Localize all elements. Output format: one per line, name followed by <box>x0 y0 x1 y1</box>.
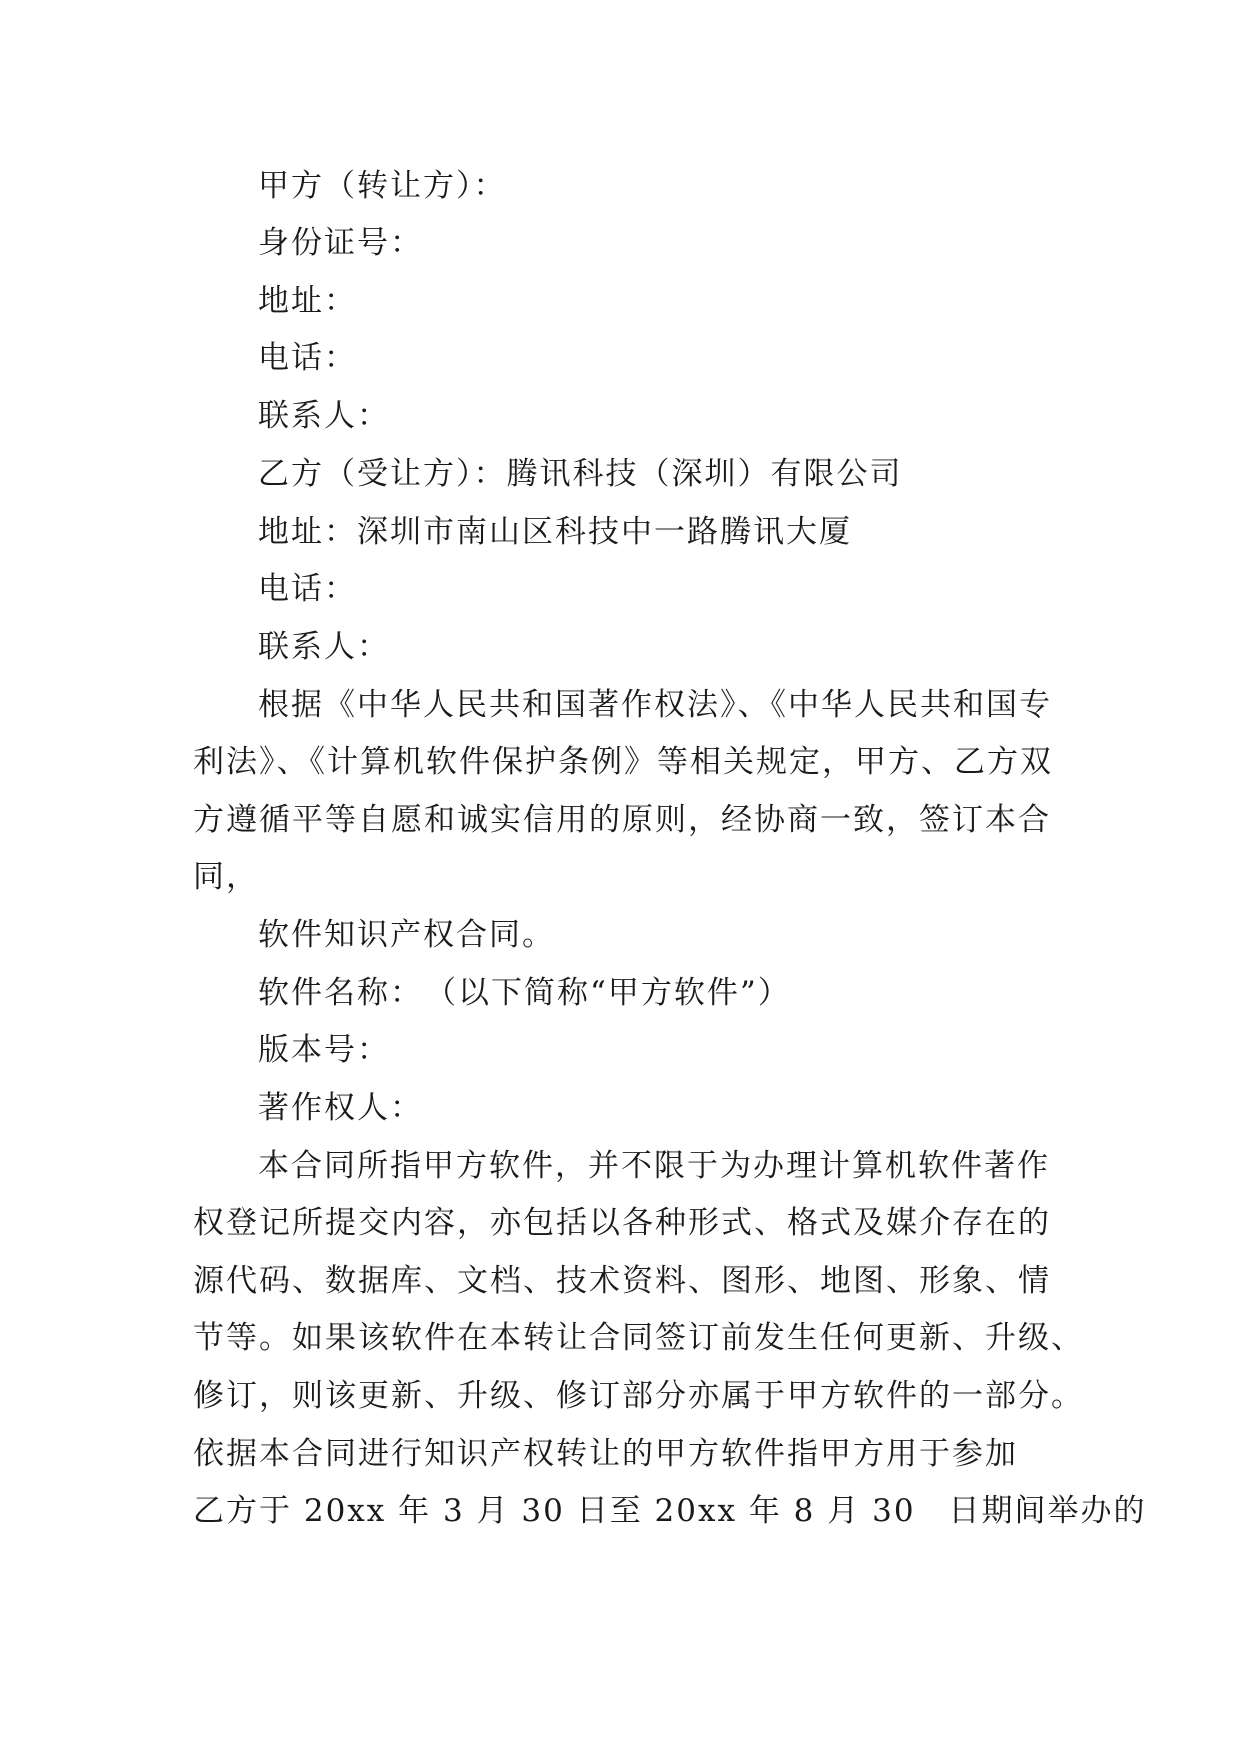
preamble-line: 利法》、《计算机软件保护条例》等相关规定，甲方、乙方双 <box>193 744 1053 780</box>
party-a-contact-label: 联系人： <box>258 398 390 434</box>
version-label: 版本号： <box>258 1032 390 1068</box>
preamble-line: 根据《中华人民共和国著作权法》、《中华人民共和国专 <box>258 687 1052 723</box>
party-b-phone-label: 电话： <box>258 571 357 607</box>
contract-title-line: 软件知识产权合同。 <box>258 917 555 953</box>
copyright-holder-label: 著作权人： <box>258 1090 423 1126</box>
body-paragraph-line: 本合同所指甲方软件，并不限于为办理计算机软件著作 <box>258 1148 1050 1184</box>
id-number-label: 身份证号： <box>258 225 423 261</box>
party-b-address: 地址：深圳市南山区科技中一路腾讯大厦 <box>258 514 852 550</box>
party-a-label: 甲方（转让方）： <box>258 168 507 204</box>
party-a-phone-label: 电话： <box>258 340 357 376</box>
party-a-address-label: 地址： <box>258 283 357 319</box>
preamble-line: 同， <box>193 859 259 895</box>
party-b-contact-label: 联系人： <box>258 629 390 665</box>
software-name-label: 软件名称： （以下简称“甲方软件”） <box>258 975 791 1011</box>
body-paragraph-line: 乙方于 20xx 年 3 月 30 日至 20xx 年 8 月 30 日期间举办的 <box>193 1493 1147 1529</box>
body-paragraph-line: 依据本合同进行知识产权转让的甲方软件指甲方用于参加 <box>193 1436 1018 1472</box>
body-paragraph-line: 修订，则该更新、升级、修订部分亦属于甲方软件的一部分。 <box>193 1378 1084 1414</box>
body-paragraph-line: 权登记所提交内容，亦包括以各种形式、格式及媒介存在的 <box>193 1205 1051 1241</box>
body-paragraph-line: 节等。如果该软件在本转让合同签订前发生任何更新、升级、 <box>193 1320 1084 1356</box>
party-b-name: 乙方（受让方）：腾讯科技（深圳）有限公司 <box>258 456 903 492</box>
preamble-line: 方遵循平等自愿和诚实信用的原则，经协商一致，签订本合 <box>193 802 1051 838</box>
body-paragraph-line: 源代码、数据库、文档、技术资料、图形、地图、形象、情 <box>193 1263 1051 1299</box>
